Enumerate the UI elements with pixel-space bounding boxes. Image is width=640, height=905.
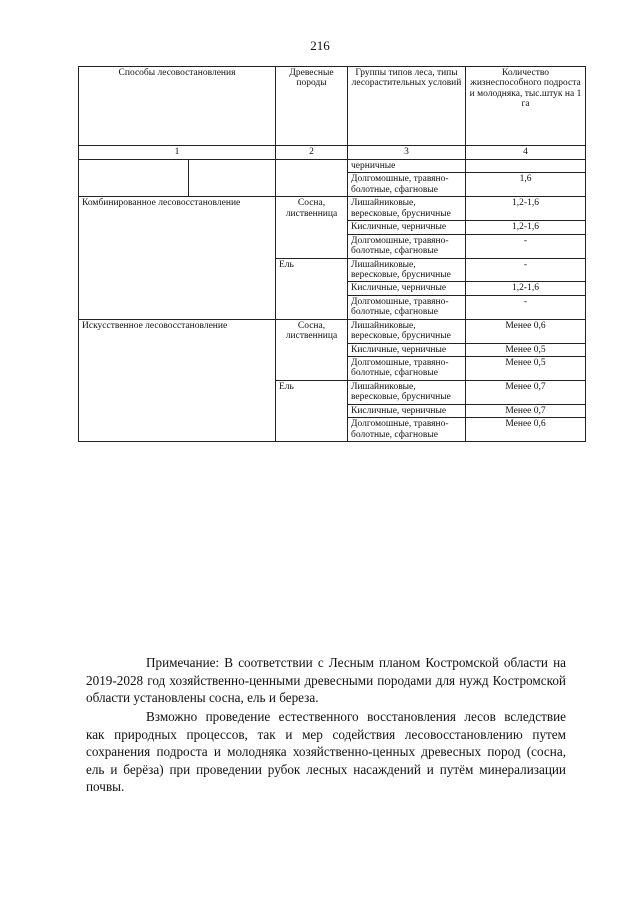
species-cell: Сосна, лиственница	[276, 197, 348, 258]
note-paragraph-2	[86, 708, 566, 796]
empty-cell	[79, 160, 189, 197]
header-forest-types: Группы типов леса, типы лесорастительных условий	[348, 67, 466, 146]
reforestation-table	[78, 66, 586, 442]
forest-type-cell: Кисличные, черничные	[348, 282, 466, 295]
amount-cell: Менее 0,7	[466, 404, 586, 417]
table-row	[79, 319, 586, 343]
column-number-row	[79, 146, 586, 160]
forest-type-cell: Долгомошные, травяно-болотные, сфагновые	[348, 295, 466, 319]
column-number: 2	[276, 146, 348, 160]
note-text: Примечание: В соответствии с Лесным планом Костромской области на 2019-2028 год хозяйственно-ценными древесными породами для нужд Костромской области установлены сосна, ель и береза.	[86, 655, 566, 705]
method-cell: Искусственное лесовосстановление	[79, 319, 276, 441]
header-species: Древесные породы	[276, 67, 348, 146]
forest-type-cell: Долгомошные, травяно-болотные, сфагновые	[348, 357, 466, 381]
amount-cell: 1,6	[466, 173, 586, 197]
note-text: Взможно проведение естественного восстановления лесов вследствие как природных процессов, так и мер содействия лесовосстановлению путем сохранения подроста и молодняка хозяйственно-ценных древесных пород (сосна, ель и берёза) при проведении рубок лесных насаждений и путём минерализации почвы.	[86, 709, 566, 794]
amount-cell: 1,2-1,6	[466, 282, 586, 295]
forest-type-cell: Долгомошные, травяно-болотные, сфагновые	[348, 418, 466, 442]
forest-type-cell: Кисличные, черничные	[348, 404, 466, 417]
forest-type-cell: Долгомошные, травяно-болотные, сфагновые	[348, 173, 466, 197]
column-number: 4	[466, 146, 586, 160]
header-quantity: Количество жизнеспособного подроста и молодняка, тыс.штук на 1 га	[466, 67, 586, 146]
amount-cell	[466, 160, 586, 173]
column-number: 1	[79, 146, 276, 160]
table-header-row	[79, 67, 586, 146]
forest-type-cell: Долгомошные, травяно-болотные, сфагновые	[348, 234, 466, 258]
forest-type-cell: черничные	[348, 160, 466, 173]
amount-cell: Менее 0,5	[466, 357, 586, 381]
empty-cell	[189, 160, 276, 197]
amount-cell: -	[466, 234, 586, 258]
method-cell: Комбинированное лесовосстановление	[79, 197, 276, 319]
page-number: 216	[310, 38, 330, 53]
amount-cell: Менее 0,6	[466, 418, 586, 442]
amount-cell: 1,2-1,6	[466, 197, 586, 221]
column-number: 3	[348, 146, 466, 160]
table-row	[79, 160, 586, 173]
header-method: Способы лесовостановления	[79, 67, 276, 146]
note-paragraph-1	[86, 654, 566, 707]
amount-cell: -	[466, 258, 586, 282]
forest-type-cell: Кисличные, черничные	[348, 221, 466, 234]
amount-cell: -	[466, 295, 586, 319]
forest-type-cell: Кисличные, черничные	[348, 343, 466, 356]
forest-type-cell: Лишайниковые, вересковые, брусничные	[348, 258, 466, 282]
empty-cell	[276, 160, 348, 197]
amount-cell: Менее 0,6	[466, 319, 586, 343]
forest-type-cell: Лишайниковые, вересковые, брусничные	[348, 380, 466, 404]
species-cell: Ель	[276, 258, 348, 319]
forest-type-cell: Лишайниковые, вересковые, брусничные	[348, 197, 466, 221]
amount-cell: Менее 0,5	[466, 343, 586, 356]
species-cell: Ель	[276, 380, 348, 441]
amount-cell: Менее 0,7	[466, 380, 586, 404]
table-row	[79, 197, 586, 221]
species-cell: Сосна, лиственница	[276, 319, 348, 380]
forest-type-cell: Лишайниковые, вересковые, брусничные	[348, 319, 466, 343]
amount-cell: 1,2-1,6	[466, 221, 586, 234]
